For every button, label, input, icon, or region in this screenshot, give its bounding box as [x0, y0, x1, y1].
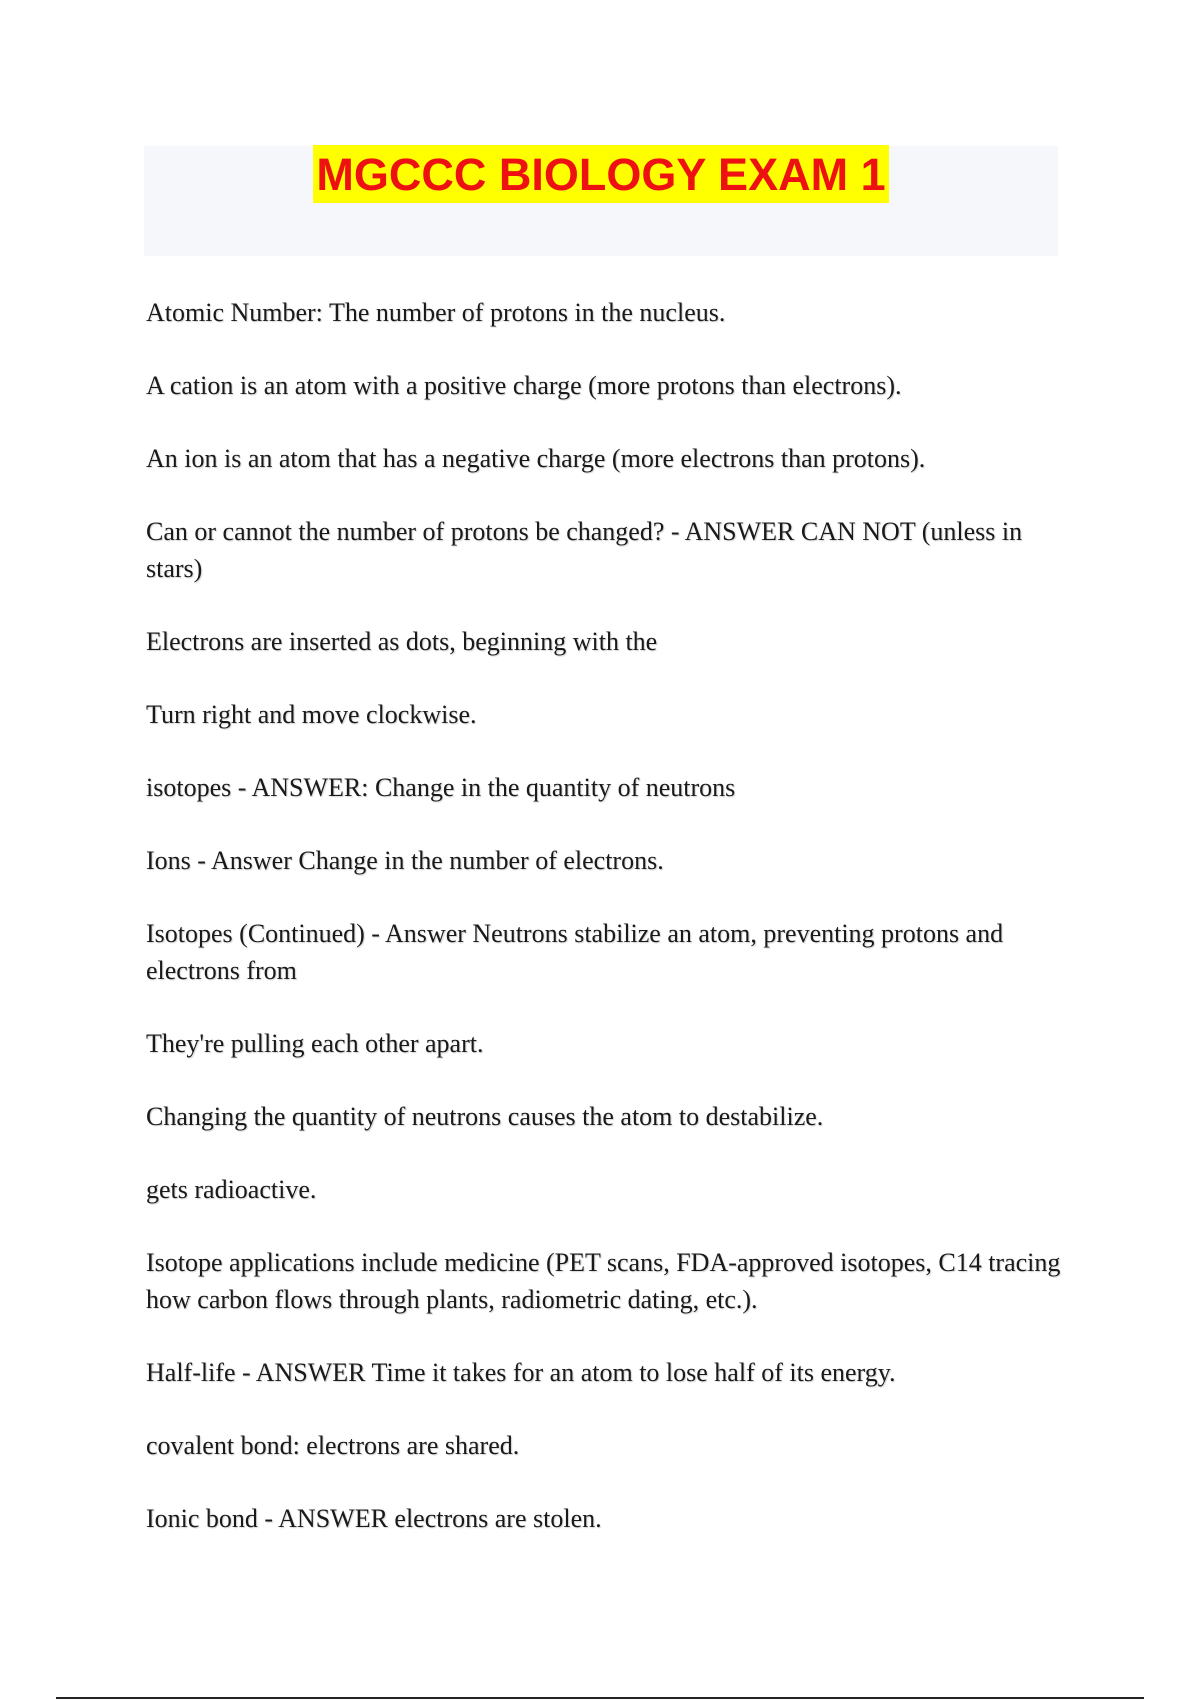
paragraph-atomic-number: Atomic Number: The number of protons in the nucleus.: [146, 298, 726, 327]
paragraph-isotope-applications: Isotope applications include medicine (PET scans, FDA-approved isotopes, C14 tracing how carbon flows through plants, radiometric dating, etc.).: [146, 1248, 1061, 1314]
paragraph-radioactive: gets radioactive.: [146, 1175, 317, 1204]
paragraph-protons-changed: Can or cannot the number of protons be changed? - ANSWER CAN NOT (unless in stars): [146, 517, 1023, 583]
footer-rule: [56, 1697, 1144, 1699]
paragraph-clockwise: Turn right and move clockwise.: [146, 700, 477, 729]
title-highlight: MGCCC BIOLOGY EXAM 1: [313, 145, 888, 203]
document-body: [146, 294, 1064, 1573]
page-title: [144, 149, 1058, 200]
paragraph-isotopes-continued: Isotopes (Continued) - Answer Neutrons stabilize an atom, preventing protons and electrons from: [146, 919, 1004, 985]
title-band: [144, 146, 1058, 256]
paragraph-half-life: Half-life - ANSWER Time it takes for an atom to lose half of its energy.: [146, 1358, 896, 1387]
paragraph-ion: An ion is an atom that has a negative charge (more electrons than protons).: [146, 444, 926, 473]
paragraph-isotopes: isotopes - ANSWER: Change in the quantity of neutrons: [146, 773, 736, 802]
paragraph-pulling-apart: They're pulling each other apart.: [146, 1029, 484, 1058]
paragraph-covalent-bond: covalent bond: electrons are shared.: [146, 1431, 520, 1460]
paragraph-neutron-change: Changing the quantity of neutrons causes the atom to destabilize.: [146, 1102, 824, 1131]
paragraph-electrons-dots: Electrons are inserted as dots, beginning with the: [146, 627, 658, 656]
paragraph-cation: A cation is an atom with a positive charge (more protons than electrons).: [146, 371, 902, 400]
paragraph-ionic-bond: Ionic bond - ANSWER electrons are stolen.: [146, 1504, 602, 1533]
paragraph-ions: Ions - Answer Change in the number of electrons.: [146, 846, 664, 875]
